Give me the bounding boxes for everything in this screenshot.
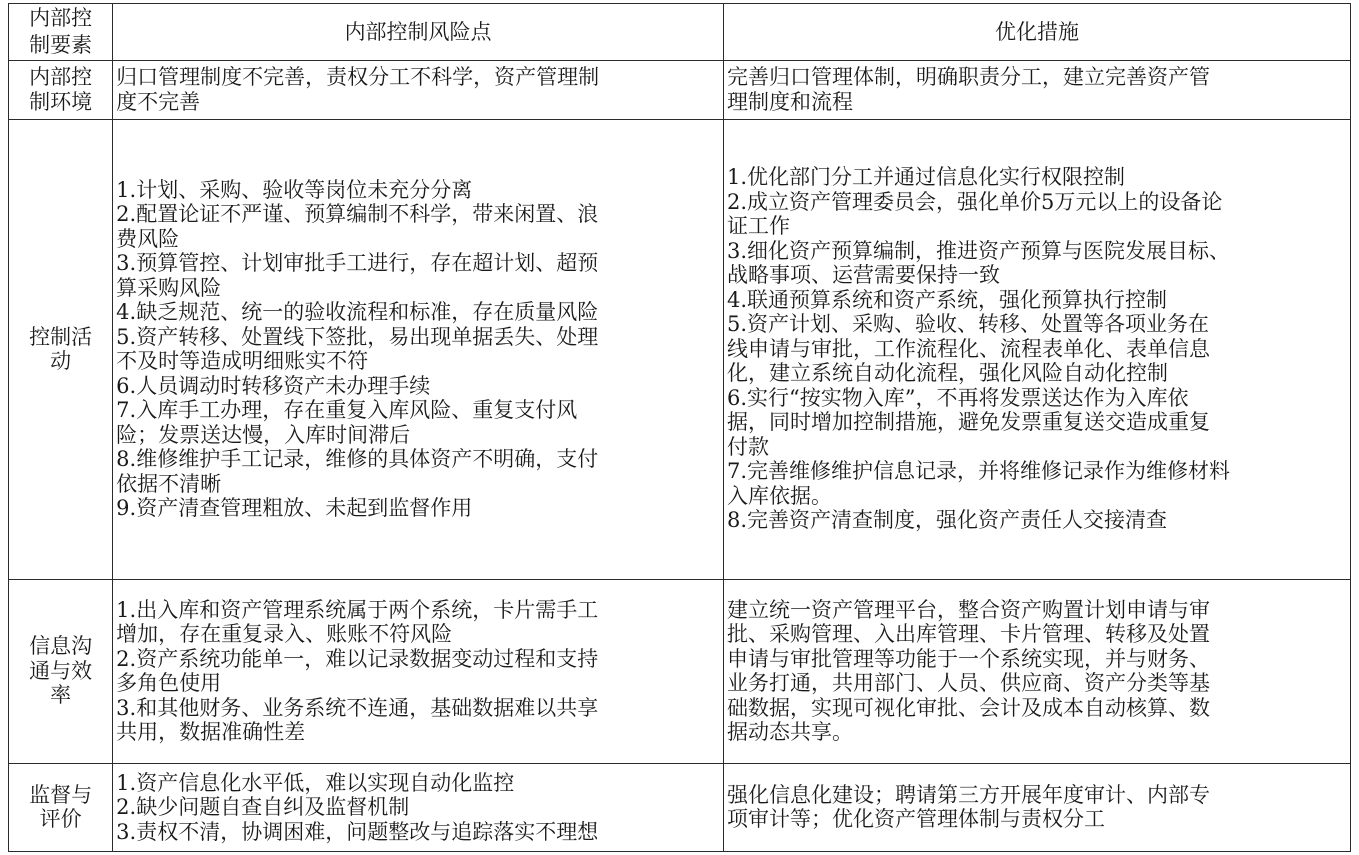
category-cell <box>9 119 113 579</box>
risk-line: 3.和其他财务、业务系统不连通，基础数据难以共享 <box>116 695 599 720</box>
risk-line: 险；发票送达慢，入库时间滞后 <box>116 422 411 447</box>
risk-line: 归口管理制度不完善，责权分工不科学，资产管理制 <box>116 65 600 90</box>
measure-cell <box>723 61 1350 119</box>
risk-cell <box>113 119 724 579</box>
risk-line: 1.出入库和资产管理系统属于两个系统，卡片需手工 <box>116 597 599 622</box>
risk-line: 依据不清晰 <box>116 471 222 496</box>
risk-line: 2.缺少问题自查自纠及监督机制 <box>116 795 410 820</box>
category-line: 通与效 <box>29 658 93 683</box>
measure-line: 8.完善资产清查制度，强化资产责任人交接清查 <box>726 508 1168 533</box>
header-col-element-line: 内部控 <box>29 6 93 31</box>
measure-line: 建立统一资产管理平台，整合资产购置计划申请与审 <box>726 597 1210 622</box>
category-cell <box>9 763 113 851</box>
measure-line: 6.实行“按实物入库”，不再将发票送达作为入库依 <box>726 385 1189 410</box>
risk-cell <box>113 61 724 119</box>
measure-line: 业务打通，共用部门、人员、供应商、资产分类等基 <box>726 671 1210 696</box>
table-row <box>9 763 1351 851</box>
risk-line: 7.入库手工办理，存在重复入库风险、重复支付风 <box>116 398 578 423</box>
risk-line: 3.预算管控、计划审批手工进行，存在超计划、超预 <box>116 251 599 276</box>
risk-line: 不及时等造成明细账实不符 <box>116 349 369 374</box>
category-line: 监督与 <box>29 782 93 807</box>
risk-line: 多角色使用 <box>116 671 222 696</box>
measure-line: 战略事项、运营需要保持一致 <box>726 263 1000 288</box>
risk-line: 增加，存在重复录入、账账不符风险 <box>116 622 453 647</box>
risk-line: 共用，数据准确性差 <box>116 720 306 745</box>
risk-line: 2.配置论证不严谨、预算编制不科学，带来闲置、浪 <box>116 202 599 227</box>
measure-line: 5.资产计划、采购、验收、转移、处置等各项业务在 <box>726 312 1210 337</box>
measure-line: 批、采购管理、入出库管理、卡片管理、转移及处置 <box>726 622 1210 647</box>
category-line: 率 <box>50 683 72 708</box>
risk-line: 5.资产转移、处置线下签批，易出现单据丢失、处理 <box>116 324 599 349</box>
measure-cell <box>723 119 1350 579</box>
table-row <box>9 119 1351 579</box>
risk-line: 8.维修维护手工记录，维修的具体资产不明确，支付 <box>116 447 599 472</box>
category-line: 信息沟 <box>29 634 93 659</box>
risk-line: 1.计划、采购、验收等岗位未充分分离 <box>116 177 473 202</box>
measure-line: 理制度和流程 <box>726 89 853 114</box>
measure-line: 强化信息化建设；聘请第三方开展年度审计、内部专 <box>726 782 1210 807</box>
table-header-row <box>9 4 1351 61</box>
header-col-measures: 优化措施 <box>723 4 1350 61</box>
measure-line: 1.优化部门分工并通过信息化实行权限控制 <box>726 165 1126 190</box>
risk-line: 4.缺乏规范、统一的验收流程和标准，存在质量风险 <box>116 300 599 325</box>
measure-line: 础数据，实现可视化审批、会计及成本自动核算、数 <box>726 695 1210 720</box>
risk-line: 算采购风险 <box>116 275 222 300</box>
measure-line: 3.细化资产预算编制，推进资产预算与医院发展目标、 <box>726 238 1231 263</box>
category-cell <box>9 579 113 763</box>
risk-line: 1.资产信息化水平低，难以实现自动化监控 <box>116 770 515 795</box>
category-cell <box>9 61 113 119</box>
risk-line: 费风险 <box>116 226 180 251</box>
header-col-element <box>9 4 113 61</box>
risk-cell <box>113 579 724 763</box>
internal-control-table <box>8 3 1351 852</box>
header-col-element-line: 制要素 <box>29 33 93 58</box>
measure-line: 完善归口管理体制，明确职责分工，建立完善资产管 <box>726 65 1210 90</box>
measure-line: 7.完善维修维护信息记录，并将维修记录作为维修材料 <box>726 459 1231 484</box>
risk-line: 度不完善 <box>116 89 201 114</box>
measure-cell <box>723 579 1350 763</box>
category-line: 制环境 <box>29 89 93 114</box>
measure-line: 入库依据。 <box>726 483 832 508</box>
table-row <box>9 579 1351 763</box>
category-line: 评价 <box>39 807 82 832</box>
risk-line: 3.责权不清，协调困难，问题整改与追踪落实不理想 <box>116 819 599 844</box>
measure-cell <box>723 763 1350 851</box>
risk-line: 6.人员调动时转移资产未办理手续 <box>116 373 431 398</box>
category-line: 控制活 <box>29 324 93 349</box>
measure-line: 线申请与审批，工作流程化、流程表单化、表单信息 <box>726 336 1210 361</box>
category-line: 内部控 <box>29 65 93 90</box>
category-line: 动 <box>50 349 72 374</box>
header-col-risk: 内部控制风险点 <box>113 4 724 61</box>
measure-line: 化，建立系统自动化流程，强化风险自动化控制 <box>726 361 1168 386</box>
measure-line: 申请与审批管理等功能于一个系统实现，并与财务、 <box>726 646 1210 671</box>
measure-line: 证工作 <box>726 214 790 239</box>
measure-line: 4.联通预算系统和资产系统，强化预算执行控制 <box>726 287 1168 312</box>
measure-line: 据，同时增加控制措施，避免发票重复送交造成重复 <box>726 410 1210 435</box>
measure-line: 项审计等；优化资产管理体制与责权分工 <box>726 807 1105 832</box>
risk-cell <box>113 763 724 851</box>
measure-line: 据动态共享。 <box>726 720 853 745</box>
risk-line: 9.资产清查管理粗放、未起到监督作用 <box>116 496 473 521</box>
measure-line: 付款 <box>726 434 769 459</box>
risk-line: 2.资产系统功能单一，难以记录数据变动过程和支持 <box>116 646 599 671</box>
measure-line: 2.成立资产管理委员会，强化单价5万元以上的设备论 <box>726 189 1223 214</box>
table-row <box>9 61 1351 119</box>
